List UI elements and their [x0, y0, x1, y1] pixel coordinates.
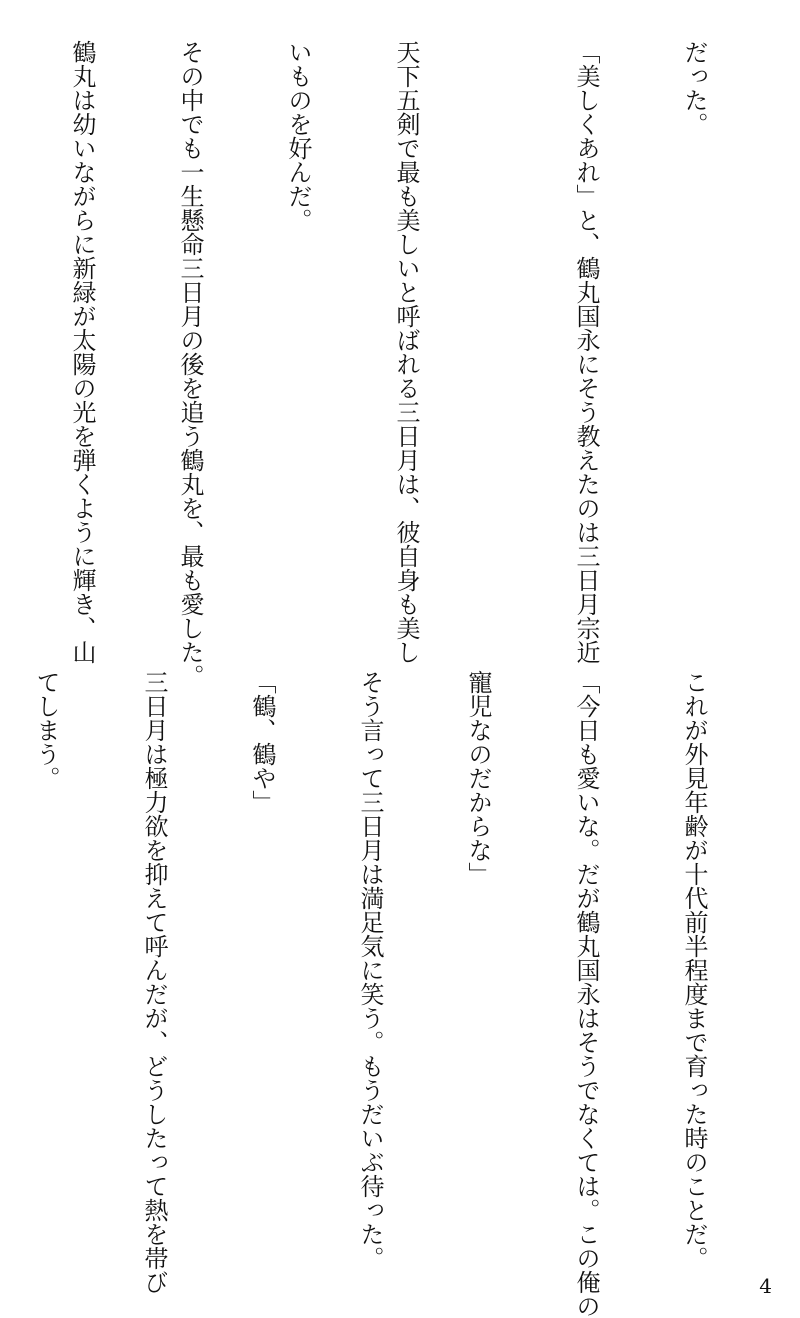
text-line: いものを好んだ。: [284, 40, 312, 232]
text-line: 「今日も愛いな。だが鶴丸国永はそうでなくては。この俺の: [572, 670, 600, 1318]
text-block-top: [0, 40, 784, 688]
text-line: 「美しくあれ」と、鶴丸国永にそう教えたのは三日月宗近: [572, 40, 600, 664]
text-line: そう言って三日月は満足気に笑う。もうだいぶ待った。: [356, 670, 384, 1270]
page-number: 4: [759, 1274, 772, 1298]
text-line: これが外見年齢が十代前半程度まで育った時のことだ。: [680, 670, 708, 1270]
text-line: 寵児なのだからな」: [464, 670, 492, 886]
text-block-bottom: [0, 670, 784, 1318]
text-line: 天下五剣で最も美しいと呼ばれる三日月は、彼自身も美し: [392, 40, 420, 664]
text-line: 「鶴、鶴や」: [248, 670, 276, 814]
text-line: 鶴丸は幼いながらに新緑が太陽の光を弾くように輝き、山: [68, 40, 96, 664]
text-line: 三日月は極力欲を抑えて呼んだが、どうしたって熱を帯び: [140, 670, 168, 1294]
text-line: てしまう。: [32, 670, 60, 790]
text-line: その中でも一生懸命三日月の後を追う鶴丸を、最も愛した。: [176, 40, 204, 688]
text-line: だった。: [680, 40, 708, 136]
